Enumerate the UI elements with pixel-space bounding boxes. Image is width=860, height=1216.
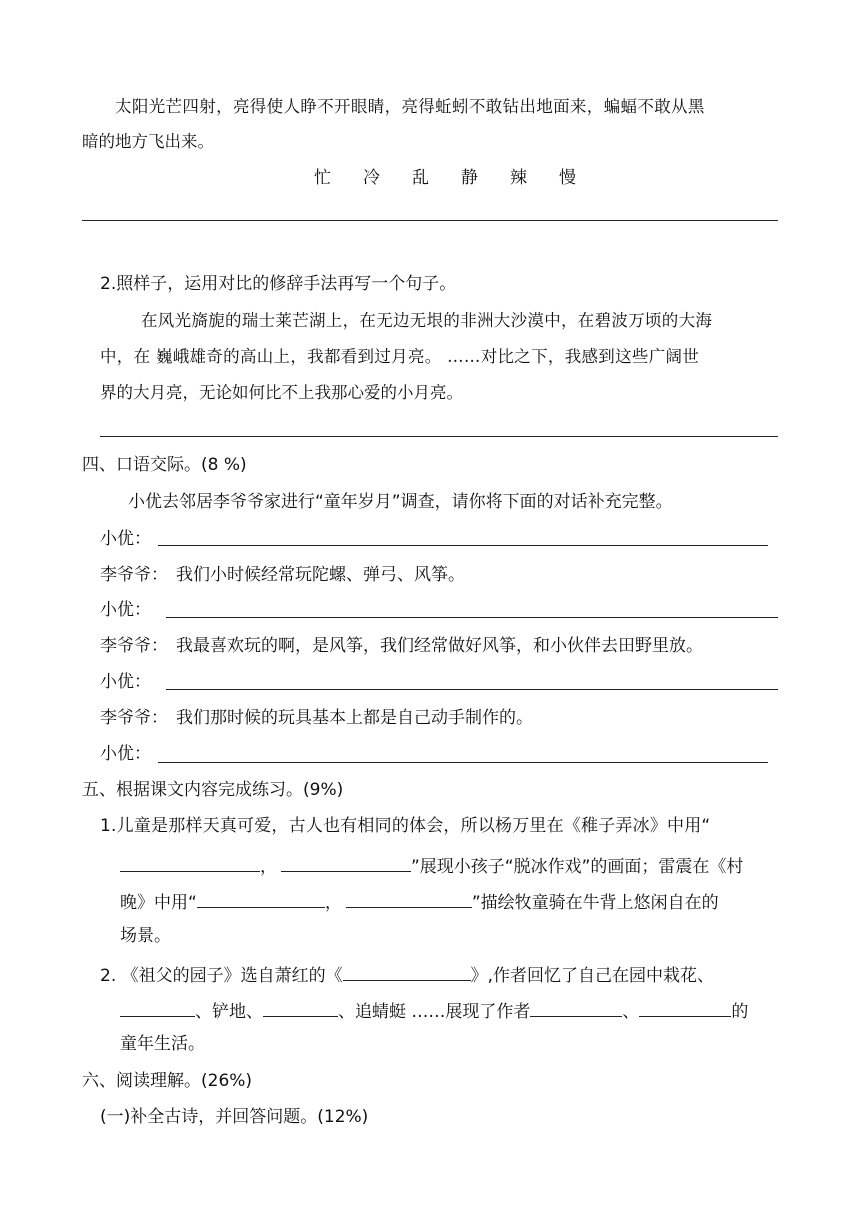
dialogue-text: 我们那时候的玩具基本上都是自己动手制作的。 (176, 708, 533, 728)
q2-prompt: 2.照样子，运用对比的修辞手法再写一个句子。 (100, 274, 457, 294)
word-options (314, 170, 608, 187)
s5-q2-line-3: 童年生活。 (120, 1034, 205, 1054)
dialogue-answer-line[interactable] (166, 689, 778, 690)
dialogue-text: 我最喜欢玩的啊，是风筝，我们经常做好风筝，和小伙伴去田野里放。 (176, 636, 703, 656)
s5-q2-text: 、 (622, 1002, 640, 1022)
dialogue-speaker: 小优： (100, 600, 151, 620)
dialogue-speaker: 李爷爷： (100, 636, 168, 656)
s5-q1-line-3-text: ”描绘牧童骑在牛背上悠闲自在的 (471, 893, 719, 913)
s5-q2-line-1 (100, 964, 714, 985)
section-6-subheading: (一)补全古诗，并回答问题。(12%) (100, 1107, 369, 1127)
dialogue-answer-line[interactable] (158, 762, 768, 763)
fill-blank[interactable] (346, 891, 472, 908)
s5-q2-text: 、追蜻蜓 ……展现了作者 (338, 1002, 531, 1022)
section-4-heading: 四、口语交际。(8 %) (82, 455, 247, 475)
s5-q1-line-2-text: ”展现小孩子“脱冰作戏”的画面；雷震在《村 (411, 857, 744, 877)
section-5-heading: 五、根据课文内容完成练习。(9%) (82, 780, 344, 800)
answer-line[interactable] (100, 436, 778, 437)
section-6-heading: 六、阅读理解。(26%) (82, 1071, 253, 1091)
dialogue-speaker: 李爷爷： (100, 708, 168, 728)
s5-q2-line-2 (120, 1000, 748, 1021)
example-line-2: 暗的地方飞出来。 (82, 132, 214, 151)
q2-example-line-2: 中，在 巍峨雄奇的高山上，我都看到过月亮。 ……对比之下，我感到这些广阔世 (100, 347, 700, 366)
s5-q2-text: 、铲地、 (195, 1002, 263, 1022)
answer-line[interactable] (82, 220, 778, 221)
dialogue-speaker: 小优： (100, 744, 151, 764)
s5-q1-line-3 (120, 891, 719, 912)
fill-blank[interactable] (639, 1000, 731, 1017)
word-option: 静 (461, 168, 478, 188)
dialogue-text: 我们小时候经常玩陀螺、弹弓、风筝。 (176, 565, 465, 585)
fill-blank[interactable] (120, 1000, 195, 1017)
fill-blank[interactable] (281, 855, 411, 872)
q2-example-line-3: 界的大月亮，无论如何比不上我那心爱的小月亮。 (100, 383, 463, 402)
word-option: 冷 (363, 168, 380, 188)
separator: ， (324, 893, 342, 913)
s5-q2-text: 的 (731, 1002, 749, 1022)
q2-example-line-1: 在风光旖旎的瑞士莱芒湖上，在无边无垠的非洲大沙漠中，在碧波万顷的大海 (141, 311, 713, 330)
fill-blank[interactable] (343, 964, 471, 981)
dialogue-speaker: 小优： (100, 529, 151, 549)
word-option: 辣 (510, 168, 527, 188)
dialogue-answer-line[interactable] (166, 617, 778, 618)
fill-blank[interactable] (263, 1000, 338, 1017)
dialogue-speaker: 小优： (100, 672, 151, 692)
s5-q2-line-1-text: 》,作者回忆了自己在园中栽花、 (470, 966, 715, 986)
s5-q1-line-2 (120, 855, 743, 876)
s5-q1-line-1: 1.儿童是那样天真可爱，古人也有相同的体会，所以杨万里在《稚子弄冰》中用“ (100, 816, 711, 836)
example-line-1: 太阳光芒四射，亮得使人睁不开眼睛，亮得蚯蚓不敢钻出地面来，蝙蝠不敢从黑 (115, 97, 705, 116)
word-option: 慢 (559, 168, 576, 188)
s5-q1-line-3-head: 晚》中用“ (120, 893, 197, 913)
dialogue-speaker: 李爷爷： (100, 565, 168, 585)
fill-blank[interactable] (530, 1000, 622, 1017)
s5-q2-line-1-head: 2. 《祖父的园子》选自萧红的《 (100, 966, 343, 986)
section-4-intro: 小优去邻居李爷爷家进行“童年岁月”调查，请你将下面的对话补充完整。 (128, 492, 673, 512)
word-option: 乱 (412, 168, 429, 188)
fill-blank[interactable] (120, 855, 260, 872)
word-option: 忙 (314, 168, 331, 188)
s5-q1-line-4: 场景。 (120, 926, 171, 946)
fill-blank[interactable] (197, 891, 325, 908)
dialogue-answer-line[interactable] (158, 545, 768, 546)
separator: ， (260, 857, 277, 877)
